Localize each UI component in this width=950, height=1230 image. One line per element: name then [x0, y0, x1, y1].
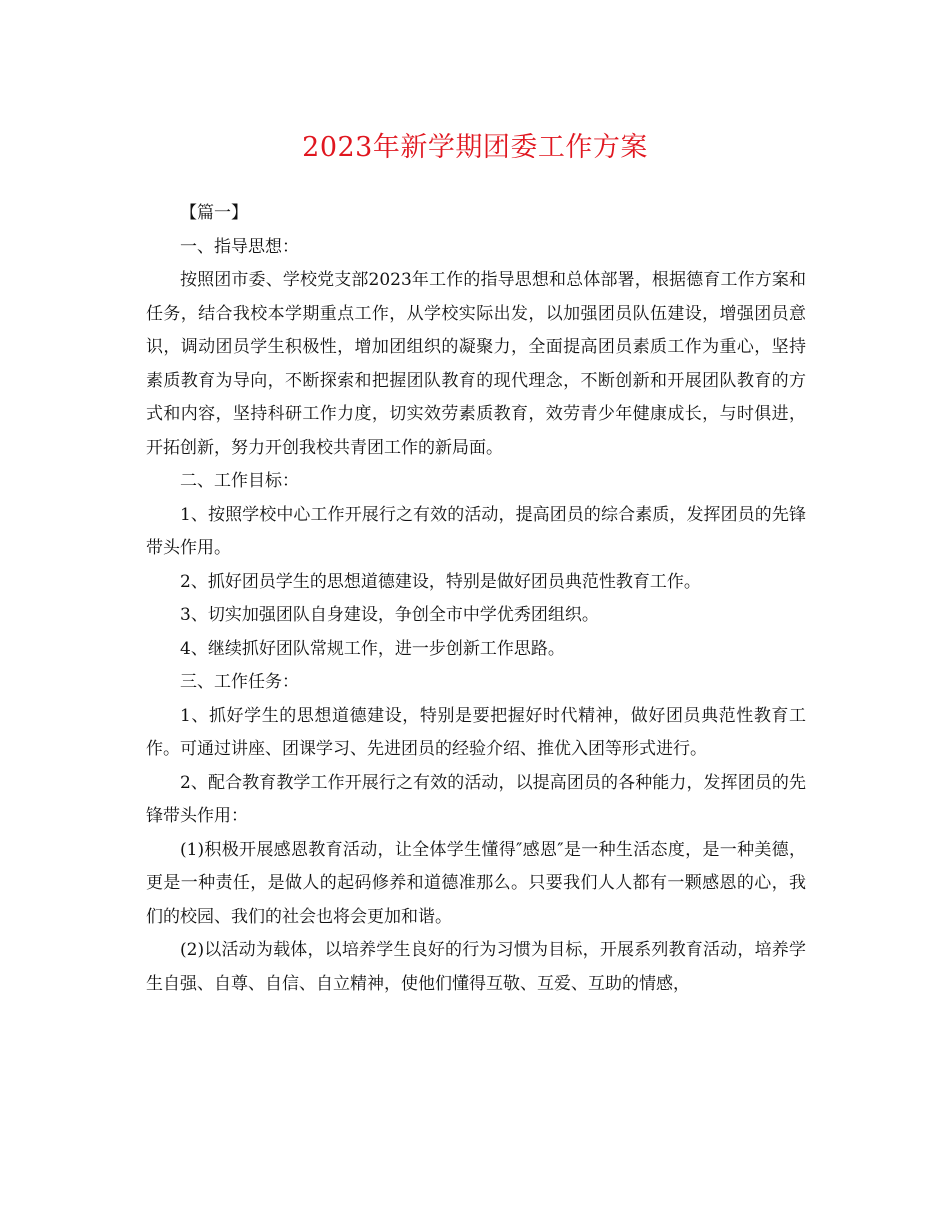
heading-work-goals: 二、工作目标：	[180, 471, 299, 491]
goal-item: 3、切实加强团队自身建设，争创全市中学优秀团组织。	[180, 605, 599, 625]
goal-item: 4、继续抓好团队常规工作，进一步创新工作思路。	[180, 638, 565, 659]
heading-guiding-ideology: 一、指导思想：	[180, 236, 299, 257]
heading-work-tasks: 三、工作任务：	[180, 672, 299, 692]
goal-item: 2、抓好团员学生的思想道德建设，特别是做好团员典范性教育工作。	[180, 571, 701, 592]
paragraph: 按照团市委、学校党支部2023年工作的指导思想和总体部署，根据德育工作方案和任务，结合我校本学期重点工作，从学校实际出发，以加强团员队伍建设，增强团员意识，调动团员学生积极性，增加团组织的凝聚力，全面提高团员素质工作为重心，坚持素质教育为导向，不断探索和把握团队教育的现代理念，不断创新和开展团队教育的方式和内容，坚持科研工作力度，切实效劳素质教育，效劳青少年健康成长，与时俱进，开拓创新，努力开创我校共青团工作的新局面。	[146, 270, 806, 458]
sub-task-item: (1)积极开展感恩教育活动，让全体学生懂得″感恩″是一种生活态度，是一种美德，更是一种责任，是做人的起码修养和道德准那么。只要我们人人都有一颗感恩的心，我们的校园、我们的社会也将会更加和谐。	[146, 839, 806, 927]
goal-item: 1、按照学校中心工作开展行之有效的活动，提高团员的综合素质，发挥团员的先锋带头作用。	[146, 504, 806, 558]
document-body	[146, 197, 806, 1001]
section-label: 【篇一】	[180, 203, 248, 223]
sub-task-item: (2)以活动为载体，以培养学生良好的行为习惯为目标，开展系列教育活动，培养学生自强、自尊、自信、自立精神，使他们懂得互敬、互爱、互助的情感，	[146, 940, 806, 994]
task-item: 1、抓好学生的思想道德建设，特别是要把握好时代精神，做好团员典范性教育工作。可通过讲座、团课学习、先进团员的经验介绍、推优入团等形式进行。	[146, 705, 806, 759]
task-item: 2、配合教育教学工作开展行之有效的活动，以提高团员的各种能力，发挥团员的先锋带头作用：	[146, 772, 806, 826]
document-title: 2023年新学期团委工作方案	[302, 132, 648, 163]
